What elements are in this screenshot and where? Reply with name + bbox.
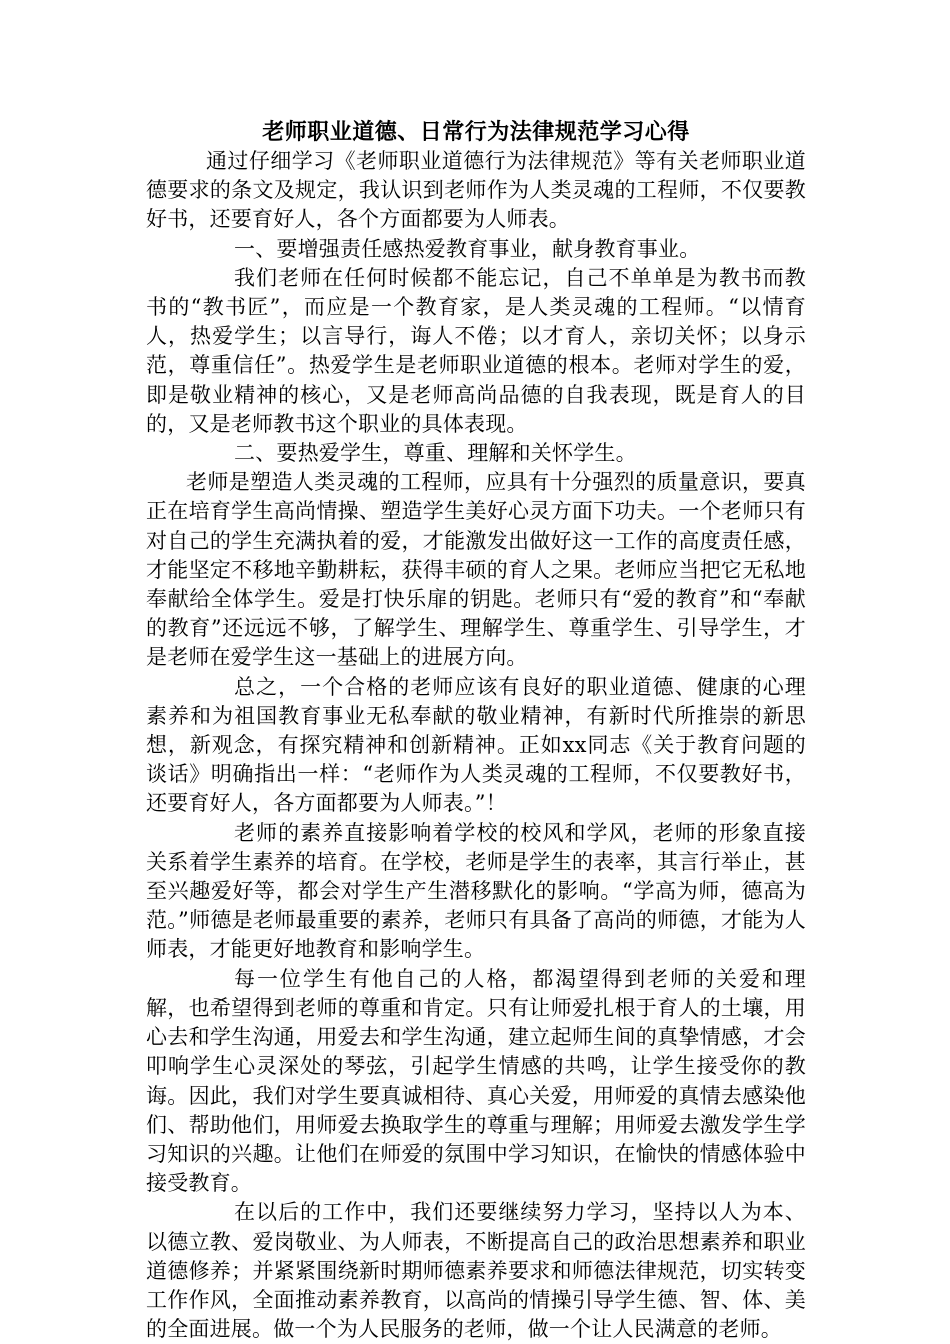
paragraph-student-respect: 每一位学生有他自己的人格，都渴望得到老师的关爱和理解，也希望得到老师的尊重和肯定。只有让师爱扎根于育人的土壤，用心去和学生沟通，用爱去和学生沟通，建立起师生间的真挚情感，才会叩响学生心灵深处的琴弦，引起学生情感的共鸣，让学生接受你的教诲。因此，我们对学生要真诚相待、真心关爱，用师爱的真情去感染他们、帮助他们，用师爱去换取学生的尊重与理解；用师爱去激发学生学习知识的兴趣。让他们在师爱的氛围中学习知识，在愉快的情感体验中接受教育。	[146, 966, 806, 1196]
paragraph-section-2: 老师是塑造人类灵魂的工程师，应具有十分强烈的质量意识，要真正在培育学生高尚情操、塑造学生美好心灵方面下功夫。一个老师只有对自己的学生充满执着的爱，才能激发出做好这一工作的高度责任感，才能坚定不移地辛勤耕耘，获得丰硕的育人之果。老师应当把它无私地奉献给全体学生。爱是打快乐扉的钥匙。老师只有“爱的教育”和“奉献的教育”还远远不够，了解学生、理解学生、尊重学生、引导学生，才是老师在爱学生这一基础上的进展方向。	[146, 470, 806, 670]
section-heading-1: 一、要增强责任感热爱教育事业，献身教育事业。	[234, 236, 701, 261]
document-body	[146, 118, 806, 1344]
paragraph-teacher-quality: 老师的素养直接影响着学校的校风和学风，老师的形象直接关系着学生素养的培育。在学校，老师是学生的表率，其言行举止，甚至兴趣爱好等，都会对学生产生潜移默化的影响。“学高为师，德高为范。”师德是老师最重要的素养，老师只有具备了高尚的师德，才能为人师表，才能更好地教育和影响学生。	[146, 820, 806, 962]
section-heading-2: 二、要热爱学生，尊重、理解和关怀学生。	[234, 441, 637, 466]
paragraph-conclusion: 在以后的工作中，我们还要继续努力学习，坚持以人为本、以德立教、爱岗敬业、为人师表，不断提高自己的政治思想素养和职业道德修养；并紧紧围绕新时期师德素养要求和师德法律规范，切实转变工作作风，全面推动素养教育，以高尚的情操引导学生德、智、体、美的全面进展。做一个为人民服务的老师，做一个让人民满意的老师。	[146, 1200, 806, 1342]
paragraph-summary: 总之，一个合格的老师应该有良好的职业道德、健康的心理素养和为祖国教育事业无私奉献的敬业精神，有新时代所推崇的新思想，新观念，有探究精神和创新精神。正如xx同志《关于教育问题的谈话》明确指出一样：“老师作为人类灵魂的工程师，不仅要教好书，还要育好人，各方面都要为人师表。”！	[146, 674, 806, 816]
paragraph-intro: 通过仔细学习《老师职业道德行为法律规范》等有关老师职业道德要求的条文及规定，我认识到老师作为人类灵魂的工程师，不仅要教好书，还要育好人，各个方面都要为人师表。	[146, 149, 806, 232]
document-title: 老师职业道德、日常行为法律规范学习心得	[262, 119, 690, 145]
paragraph-section-1: 我们老师在任何时候都不能忘记，自己不单单是为教书而教书的“教书匠”，而应是一个教育家，是人类灵魂的工程师。“以情育人，热爱学生；以言导行，诲人不倦；以才育人，亲切关怀；以身示范，尊重信任”。热爱学生是老师职业道德的根本。老师对学生的爱，即是敬业精神的核心，又是老师高尚品德的自我表现，既是育人的目的，又是老师教书这个职业的具体表现。	[146, 265, 806, 436]
